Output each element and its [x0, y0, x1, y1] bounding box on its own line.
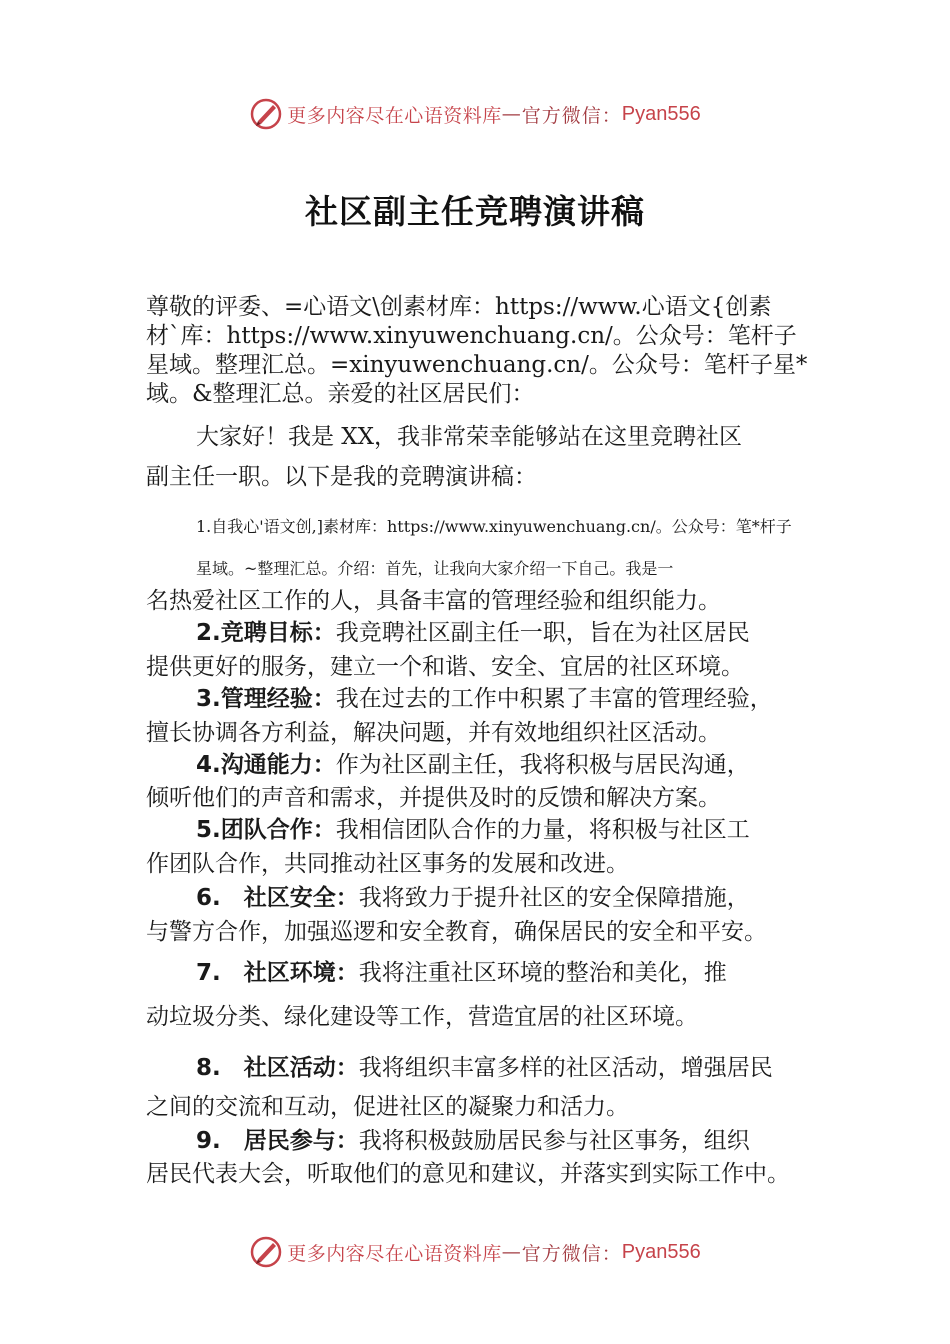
watermark-banner-top — [0, 94, 950, 134]
point-label: 9. 居民参与： — [196, 1128, 359, 1154]
pen-logo-icon — [249, 1235, 283, 1269]
greeting-line: 大家好！我是 XX，我非常荣幸能够站在这里竞聘社区 — [196, 424, 743, 450]
salutation-line: 域。&整理汇总。亲爱的社区居民们： — [146, 381, 535, 407]
point-text: 我竞聘社区副主任一职，旨在为社区居民 — [335, 620, 750, 646]
salutation-line: 星域。整理汇总。=xinyuwenchuang.cn/。公众号：笔杆子星* — [146, 352, 808, 378]
point-line — [196, 1126, 750, 1156]
point-continuation: 提供更好的服务，建立一个和谐、安全、宜居的社区环境。 — [146, 654, 744, 680]
point-line — [196, 618, 750, 648]
point-line — [196, 750, 750, 780]
point-continuation: 动垃圾分类、绿化建设等工作，营造宜居的社区环境。 — [146, 1004, 698, 1030]
point-continuation: 之间的交流和互动，促进社区的凝聚力和活力。 — [146, 1094, 629, 1120]
point-label: 5.团队合作： — [196, 817, 336, 843]
watermark-account: Pyan556 — [621, 1240, 701, 1263]
watermark-right-text: 官方微信： — [521, 1242, 622, 1265]
point-continuation: 居民代表大会，听取他们的意见和建议，并落实到实际工作中。 — [146, 1161, 790, 1187]
point-text: 我将积极鼓励居民参与社区事务，组织 — [358, 1128, 750, 1154]
watermark-dash: — — [501, 1241, 522, 1263]
intro-small-line: 星域。~整理汇总。介绍：首先，让我向大家介绍一下自己。我是一 — [196, 559, 674, 578]
point-label: 3.管理经验： — [196, 686, 336, 712]
greeting-line: 副主任一职。以下是我的竞聘演讲稿： — [146, 464, 537, 490]
point-text: 我将组织丰富多样的社区活动，增强居民 — [358, 1055, 773, 1081]
watermark-dash: — — [501, 103, 522, 125]
point-line — [196, 883, 750, 913]
watermark-right-text: 官方微信： — [521, 104, 622, 127]
point-continuation: 作团队合作，共同推动社区事务的发展和改进。 — [146, 851, 629, 877]
salutation-line: 尊敬的评委、=心语文\创素材库：https://www.心语文{创素 — [146, 294, 772, 320]
point-text: 我将注重社区环境的整治和美化，推 — [358, 960, 727, 986]
watermark-left-text: 更多内容尽在心语资料库 — [287, 104, 502, 127]
pen-logo-icon — [249, 97, 283, 131]
point-continuation: 擅长协调各方利益，解决问题，并有效地组织社区活动。 — [146, 720, 721, 746]
point-continuation: 与警方合作，加强巡逻和安全教育，确保居民的安全和平安。 — [146, 919, 767, 945]
watermark-banner-bottom — [0, 1232, 950, 1272]
point-label: 6. 社区安全： — [196, 885, 359, 911]
point-label: 2.竞聘目标： — [196, 620, 336, 646]
point-text: 作为社区副主任，我将积极与居民沟通， — [335, 752, 750, 778]
watermark-left-text: 更多内容尽在心语资料库 — [287, 1242, 502, 1265]
point-text: 我在过去的工作中积累了丰富的管理经验， — [335, 686, 773, 712]
point-label: 4.沟通能力： — [196, 752, 336, 778]
intro-small-line: 1.自我心'语文创,]素材库：https://www.xinyuwenchuang.cn/。公众号：笔*杆子 — [196, 517, 792, 536]
point-line — [196, 684, 773, 714]
point-continuation: 倾听他们的声音和需求，并提供及时的反馈和解决方案。 — [146, 785, 721, 811]
salutation-line: 材`库：https://www.xinyuwenchuang.cn/。公众号：笔杆子 — [146, 323, 797, 349]
point-text: 我将致力于提升社区的安全保障措施， — [358, 885, 750, 911]
point-text: 我相信团队合作的力量，将积极与社区工 — [335, 817, 750, 843]
point-line — [196, 958, 727, 988]
document-title: 社区副主任竞聘演讲稿 — [305, 192, 645, 231]
point-label: 7. 社区环境： — [196, 960, 359, 986]
watermark-account: Pyan556 — [621, 102, 701, 125]
point-line — [196, 1053, 773, 1083]
intro-continuation: 名热爱社区工作的人，具备丰富的管理经验和组织能力。 — [146, 588, 721, 614]
point-line — [196, 815, 750, 845]
point-label: 8. 社区活动： — [196, 1055, 359, 1081]
